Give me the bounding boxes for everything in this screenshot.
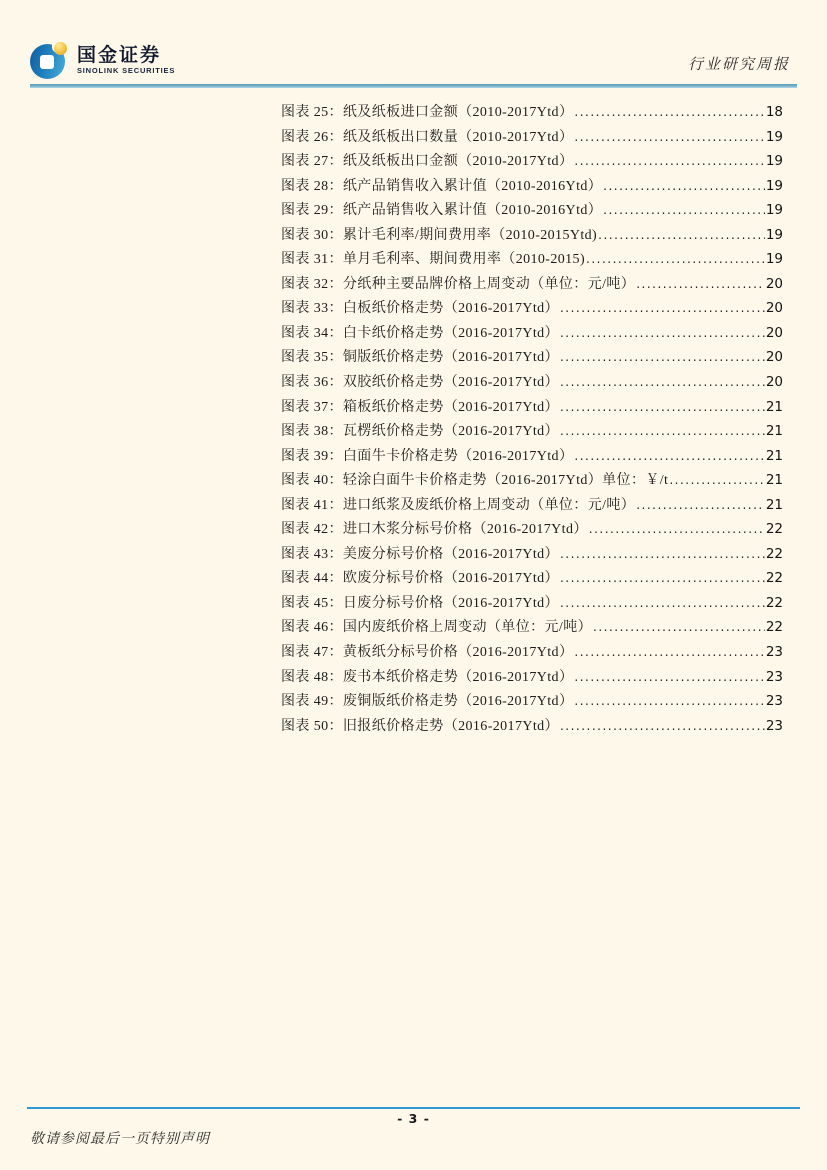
toc-entry-label: 图表 42：进口木浆分标号价格（2016-2017Ytd） <box>281 522 588 538</box>
toc-leader-dots <box>593 620 765 634</box>
toc-leader-dots <box>560 400 765 414</box>
toc-entry <box>281 126 783 151</box>
toc-entry-page: 23 <box>765 693 783 710</box>
toc-entry <box>281 543 783 568</box>
toc-entry <box>281 715 783 740</box>
toc-leader-dots <box>574 670 764 684</box>
toc-leader-dots <box>560 596 765 610</box>
toc-entry <box>281 322 783 347</box>
toc-entry-page: 22 <box>765 570 783 587</box>
toc-entry-label: 图表 40：轻涂白面牛卡价格走势（2016-2017Ytd）单位：￥/t <box>281 473 669 489</box>
toc-leader-dots <box>560 301 765 315</box>
toc-entry-page: 21 <box>765 423 783 440</box>
toc-leader-dots <box>574 449 764 463</box>
toc-entry <box>281 248 783 273</box>
toc-entry <box>281 297 783 322</box>
toc-entry-page: 20 <box>765 374 783 391</box>
toc-entry <box>281 396 783 421</box>
toc-leader-dots <box>560 547 765 561</box>
toc-entry <box>281 224 783 249</box>
brand-subtitle: SINOLINK SECURITIES <box>77 66 176 75</box>
logo-gold-ball-shape <box>54 42 67 55</box>
toc-leader-dots <box>636 277 765 291</box>
toc-entry-label: 图表 41：进口纸浆及废纸价格上周变动（单位：元/吨） <box>281 497 636 513</box>
toc-entry-label: 图表 47：黄板纸分标号价格（2016-2017Ytd） <box>281 645 574 661</box>
toc-leader-dots <box>560 375 765 389</box>
toc-entry <box>281 101 783 126</box>
sinolink-logo-icon <box>30 42 70 80</box>
toc-entry-label: 图表 37：箱板纸价格走势（2016-2017Ytd） <box>281 399 559 415</box>
toc-entry-label: 图表 38：瓦楞纸价格走势（2016-2017Ytd） <box>281 424 559 440</box>
toc-leader-dots <box>636 498 765 512</box>
toc-leader-dots <box>574 694 764 708</box>
toc-entry-label: 图表 29：纸产品销售收入累计值（2010-2016Ytd） <box>281 203 603 219</box>
toc-entry-label: 图表 45：日废分标号价格（2016-2017Ytd） <box>281 595 559 611</box>
toc-entry-label: 图表 49：废铜版纸价格走势（2016-2017Ytd） <box>281 694 574 710</box>
toc-entry <box>281 273 783 298</box>
toc-leader-dots <box>598 228 765 242</box>
toc-entry-page: 19 <box>765 202 783 219</box>
toc-entry <box>281 175 783 200</box>
toc-leader-dots <box>560 719 765 733</box>
brand-logo <box>30 42 175 80</box>
toc-entry-page: 18 <box>765 104 783 120</box>
toc-entry <box>281 567 783 592</box>
toc-entry <box>281 666 783 691</box>
toc-entry-label: 图表 34：白卡纸价格走势（2016-2017Ytd） <box>281 325 559 341</box>
header-divider <box>30 84 797 88</box>
toc-leader-dots <box>574 105 764 119</box>
toc-entry-label: 图表 30：累计毛利率/期间费用率（2010-2015Ytd) <box>281 227 598 243</box>
toc-entry <box>281 592 783 617</box>
toc-entry-label: 图表 44：欧废分标号价格（2016-2017Ytd） <box>281 571 559 587</box>
toc-entry <box>281 371 783 396</box>
toc-entry-label: 图表 43：美废分标号价格（2016-2017Ytd） <box>281 546 559 562</box>
toc-leader-dots <box>669 473 764 487</box>
toc-entry-label: 图表 36：双胶纸价格走势（2016-2017Ytd） <box>281 375 559 391</box>
toc-entry-label: 图表 33：白板纸价格走势（2016-2017Ytd） <box>281 301 559 317</box>
toc-leader-dots <box>603 203 765 217</box>
toc-entry <box>281 616 783 641</box>
toc-entry-page: 20 <box>765 349 783 366</box>
toc-leader-dots <box>586 252 765 266</box>
toc-entry-page: 20 <box>765 300 783 317</box>
toc-entry-label: 图表 25：纸及纸板进口金额（2010-2017Ytd） <box>281 105 574 120</box>
toc-entry-page: 19 <box>765 177 783 194</box>
toc-entry-page: 19 <box>765 128 783 145</box>
toc-entry-page: 21 <box>765 447 783 464</box>
brand-text <box>77 42 175 76</box>
footer-disclaimer: 敬请参阅最后一页特别声明 <box>30 1132 210 1147</box>
toc-leader-dots <box>560 350 765 364</box>
toc-entry-page: 21 <box>765 398 783 415</box>
toc-leader-dots <box>574 130 764 144</box>
toc-entry-page: 23 <box>765 644 783 661</box>
toc-entry <box>281 445 783 470</box>
toc-entry-page: 19 <box>765 153 783 170</box>
toc-leader-dots <box>560 326 765 340</box>
toc-entry-page: 19 <box>765 226 783 243</box>
toc-entry-page: 20 <box>765 324 783 341</box>
toc-entry-label: 图表 27：纸及纸板出口金额（2010-2017Ytd） <box>281 154 574 170</box>
toc-entry <box>281 150 783 175</box>
toc-entry <box>281 469 783 494</box>
brand-name: 国金证券 <box>77 45 162 66</box>
toc-entry-page: 23 <box>765 668 783 685</box>
toc-leader-dots <box>589 522 765 536</box>
toc-leader-dots <box>574 154 764 168</box>
toc-entry-page: 22 <box>765 594 783 611</box>
toc-entry <box>281 641 783 666</box>
toc-entry-page: 22 <box>765 619 783 636</box>
toc-entry-label: 图表 35：铜版纸价格走势（2016-2017Ytd） <box>281 350 559 366</box>
toc-entry <box>281 518 783 543</box>
footer-divider <box>27 1107 800 1109</box>
toc-leader-dots <box>574 645 764 659</box>
toc-entry-page: 22 <box>765 521 783 538</box>
toc-entry-label: 图表 26：纸及纸板出口数量（2010-2017Ytd） <box>281 129 574 145</box>
toc-entry-page: 23 <box>765 717 783 734</box>
toc-leader-dots <box>603 179 765 193</box>
toc-entry-label: 图表 31：单月毛利率、期间费用率（2010-2015) <box>281 252 586 268</box>
report-type-label: 行业研究周报 <box>687 57 790 73</box>
toc-leader-dots <box>560 571 765 585</box>
toc-entry-page: 19 <box>765 251 783 268</box>
toc-entry-label: 图表 46：国内废纸价格上周变动（单位：元/吨） <box>281 620 592 636</box>
logo-square-shape <box>40 55 54 69</box>
toc-leader-dots <box>560 424 765 438</box>
toc-entry-page: 21 <box>765 472 783 489</box>
toc-entry-page: 21 <box>765 496 783 513</box>
toc-entry-label: 图表 50：旧报纸价格走势（2016-2017Ytd） <box>281 718 559 734</box>
toc-entry <box>281 420 783 445</box>
toc-entry-label: 图表 48：废书本纸价格走势（2016-2017Ytd） <box>281 669 574 685</box>
toc-entry-label: 图表 39：白面牛卡价格走势（2016-2017Ytd） <box>281 448 574 464</box>
toc-entry-label: 图表 28：纸产品销售收入累计值（2010-2016Ytd） <box>281 178 603 194</box>
toc-entry <box>281 199 783 224</box>
page-number: - 3 - <box>397 1111 430 1126</box>
toc-entry-label: 图表 32：分纸种主要品牌价格上周变动（单位：元/吨） <box>281 276 636 292</box>
toc-entry <box>281 690 783 715</box>
toc-entry <box>281 346 783 371</box>
toc-entry-page: 20 <box>765 275 783 292</box>
toc-list <box>281 101 783 739</box>
toc-entry <box>281 494 783 519</box>
toc-entry-page: 22 <box>765 545 783 562</box>
